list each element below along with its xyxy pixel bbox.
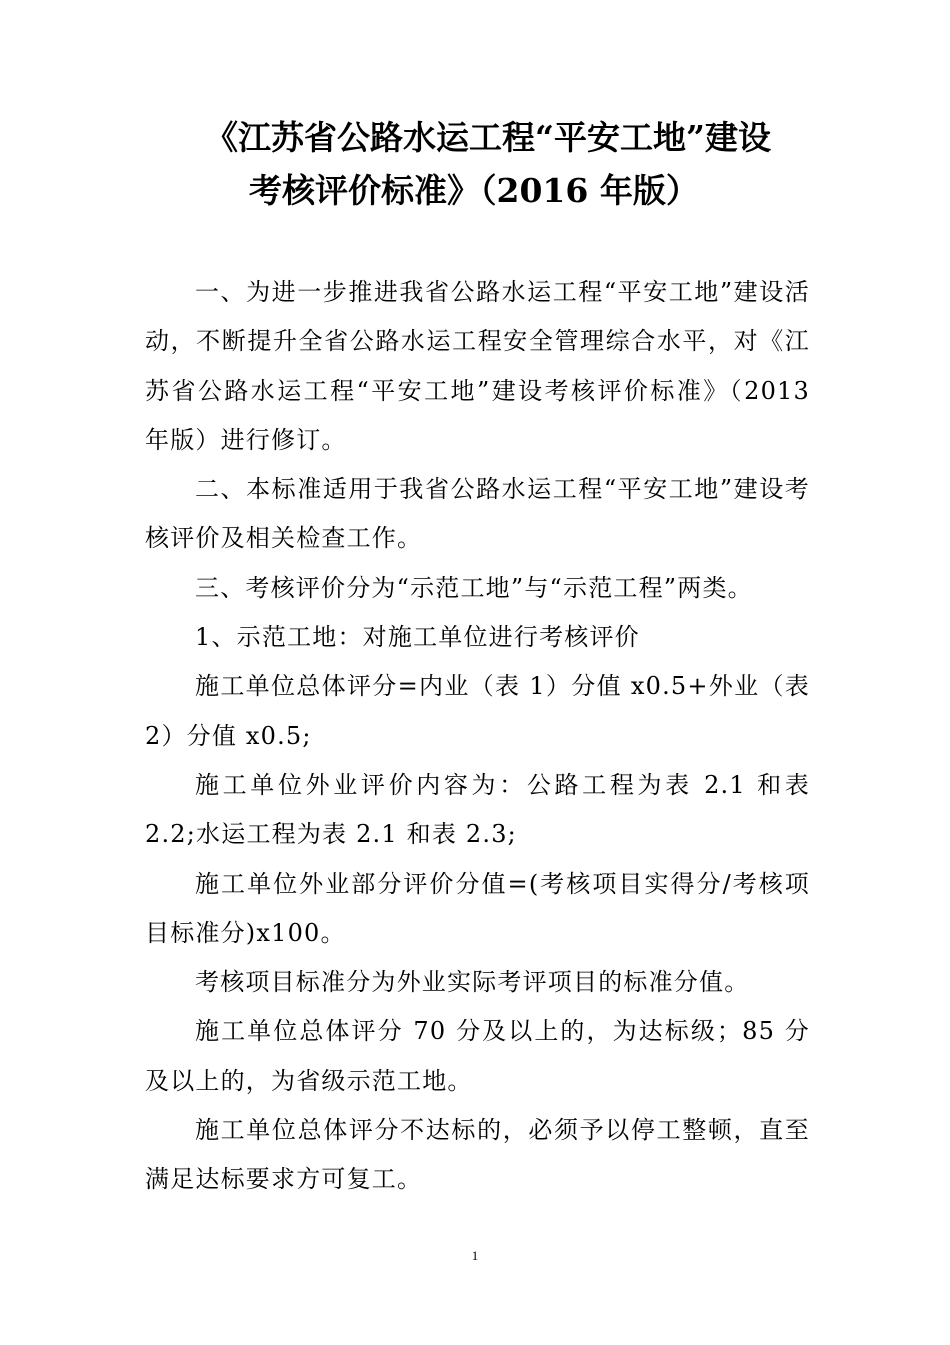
paragraph-9: 施工单位总体评分 70 分及以上的，为达标级；85 分及以上的，为省级示范工地。 <box>145 1017 810 1095</box>
document-title-line-2: 考核评价标准》（2016 年版） <box>249 171 699 210</box>
paragraph-8: 考核项目标准分为外业实际考评项目的标准分值。 <box>195 968 750 997</box>
paragraph-5: 施工单位总体评分=内业（表 1）分值 x0.5+外业（表 2）分值 x0.5; <box>145 672 810 750</box>
page-number: 1 <box>471 1248 479 1263</box>
paragraph-1: 一、为进一步推进我省公路水运工程“平安工地”建设活动，不断提升全省公路水运工程安全管理综合水平，对《江苏省公路水运工程“平安工地”建设考核评价标准》（2013 年版）进行修订。 <box>145 278 810 454</box>
paragraph-10: 施工单位总体评分不达标的，必须予以停工整顿，直至满足达标要求方可复工。 <box>145 1116 810 1194</box>
paragraph-4: 1、示范工地：对施工单位进行考核评价 <box>195 623 640 652</box>
paragraph-7: 施工单位外业部分评价分值=(考核项目实得分/考核项目标准分)x100。 <box>145 869 810 947</box>
paragraph-6: 施工单位外业评价内容为：公路工程为表 2.1 和表 2.2;水运工程为表 2.1 和表 2.3; <box>145 770 810 849</box>
document-body <box>145 268 810 1205</box>
paragraph-3: 三、考核评价分为“示范工地”与“示范工程”两类。 <box>195 573 753 602</box>
paragraph-2: 二、本标准适用于我省公路水运工程“平安工地”建设考核评价及相关检查工作。 <box>145 475 810 553</box>
document-title-line-1: 《江苏省公路水运工程“平安工地”建设 <box>205 118 771 157</box>
